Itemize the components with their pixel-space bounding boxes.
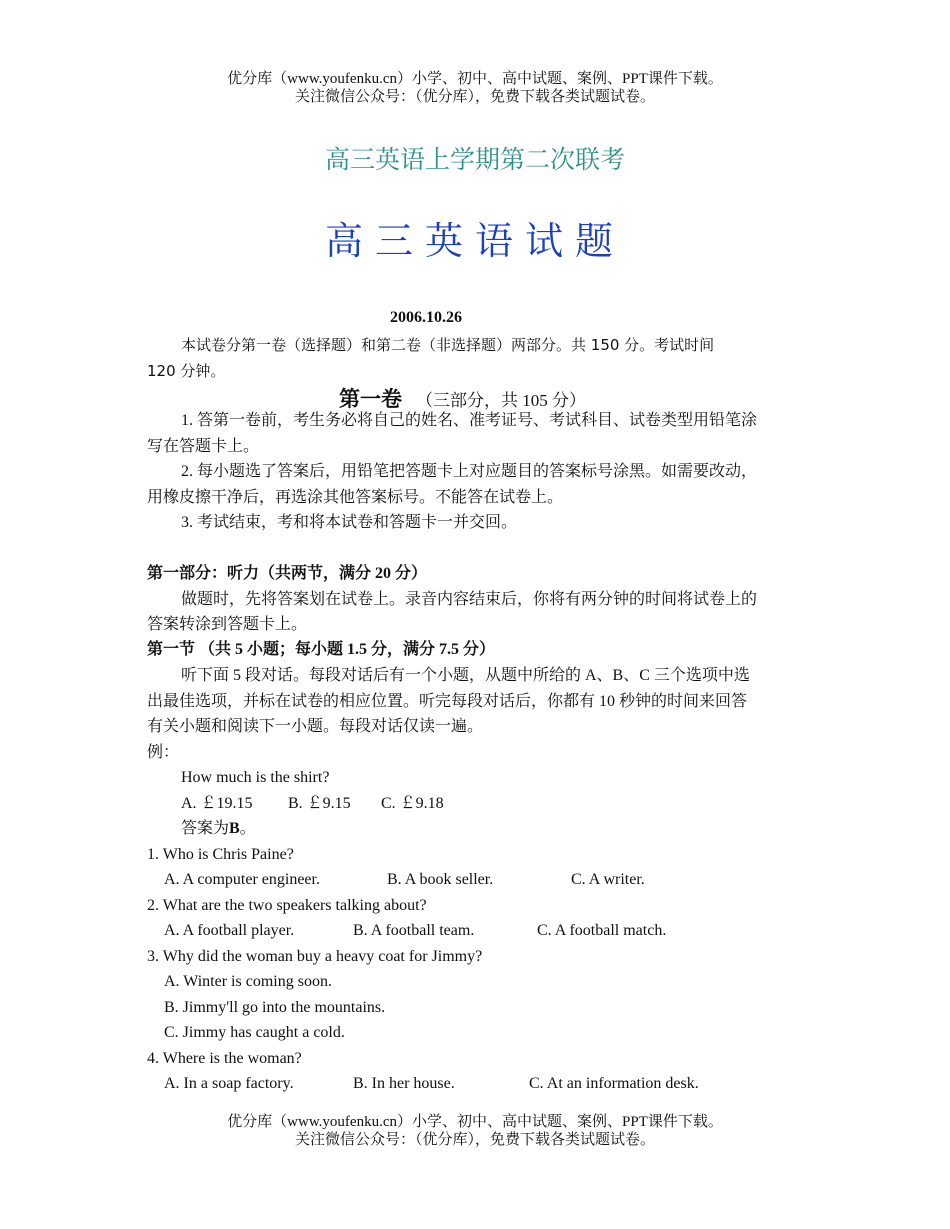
question-2-option-a: A. A football player.: [164, 922, 295, 939]
exam-subtitle: 高三英语上学期第二次联考: [324, 147, 625, 174]
volume-one-note: （三部分，共 105 分）: [416, 391, 586, 410]
question-1-option-a: A. A computer engineer.: [164, 871, 320, 888]
question-3-option-a: A. Winter is coming soon.: [164, 973, 332, 990]
example-answer: [181, 819, 256, 839]
question-2-option-b: B. A football team.: [353, 922, 475, 939]
example-option-c: C. ￡9.18: [381, 795, 444, 812]
question-4-option-b: B. In her house.: [353, 1075, 455, 1092]
question-4-option-c: C. At an information desk.: [529, 1075, 699, 1092]
section1-desc-line3: 有关小题和阅读下一小题。每段对话仅读一遍。: [147, 718, 484, 735]
instruction-3-line1: 3. 考试结束，考和将本试卷和答题卡一并交回。: [181, 514, 518, 531]
example-option-a: A. ￡19.15: [181, 795, 253, 812]
site-footer-line1: 优分库（www.youfenku.cn）小学、初中、高中试题、案例、PPT课件下载。: [227, 1114, 723, 1130]
section1-heading: 第一节 （共 5 小题；每小题 1.5 分，满分 7.5 分）: [147, 641, 496, 658]
example-question: How much is the shirt?: [181, 769, 330, 786]
question-1: 1. Who is Chris Paine?: [147, 846, 294, 863]
site-header-line2: 关注微信公众号：（优分库），免费下载各类试题试卷。: [294, 89, 655, 105]
example-answer-letter: B: [229, 820, 240, 837]
instruction-1-line2: 写在答题卡上。: [147, 438, 260, 455]
intro-line2: 120 分钟。: [147, 362, 226, 380]
question-2: 2. What are the two speakers talking about?: [147, 897, 427, 914]
example-answer-suffix: 。: [239, 820, 256, 837]
question-1-option-b: B. A book seller.: [387, 871, 494, 888]
question-4: 4. Where is the woman?: [147, 1050, 302, 1067]
site-header-line1: 优分库（www.youfenku.cn）小学、初中、高中试题、案例、PPT课件下载。: [227, 71, 723, 87]
instruction-2-line1: 2. 每小题选了答案后，用铅笔把答题卡上对应题目的答案标号涂黑。如需要改动，: [181, 463, 758, 480]
exam-title: 高三英语试题: [324, 219, 625, 263]
example-option-b: B. ￡9.15: [288, 795, 351, 812]
example-answer-prefix: 答案为: [181, 820, 230, 837]
instruction-1-line1: 1. 答第一卷前，考生务必将自己的姓名、准考证号、考试科目、试卷类型用铅笔涂: [181, 412, 758, 429]
site-footer-line2: 关注微信公众号：（优分库），免费下载各类试题试卷。: [294, 1132, 655, 1148]
section1-desc-line2: 出最佳选项，并标在试卷的相应位置。听完每段对话后，你都有 10 秒钟的时间来回答: [147, 693, 748, 710]
part1-desc-line1: 做题时，先将答案划在试卷上。录音内容结束后，你将有两分钟的时间将试卷上的: [181, 591, 758, 608]
question-2-option-c: C. A football match.: [537, 922, 667, 939]
intro-line1: 本试卷分第一卷（选择题）和第二卷（非选择题）两部分。共 150 分。考试时间: [181, 336, 715, 354]
volume-one-title: 第一卷: [339, 387, 402, 411]
volume-one-heading: [339, 383, 586, 413]
example-label: 例：: [147, 744, 180, 761]
question-1-option-c: C. A writer.: [571, 871, 645, 888]
exam-date: 2006.10.26: [390, 309, 462, 326]
question-3-option-c: C. Jimmy has caught a cold.: [164, 1024, 345, 1041]
section1-desc-line1: 听下面 5 段对话。每段对话后有一个小题，从题中所给的 A、B、C 三个选项中选: [181, 667, 750, 684]
question-3: 3. Why did the woman buy a heavy coat for Jimmy?: [147, 948, 483, 965]
question-3-option-b: B. Jimmy'll go into the mountains.: [164, 999, 386, 1016]
instruction-2-line2: 用橡皮擦干净后，再选涂其他答案标号。不能答在试卷上。: [147, 489, 564, 506]
question-4-option-a: A. In a soap factory.: [164, 1075, 294, 1092]
part1-desc-line2: 答案转涂到答题卡上。: [147, 616, 308, 633]
part1-heading: 第一部分：听力（共两节，满分 20 分）: [147, 565, 428, 582]
